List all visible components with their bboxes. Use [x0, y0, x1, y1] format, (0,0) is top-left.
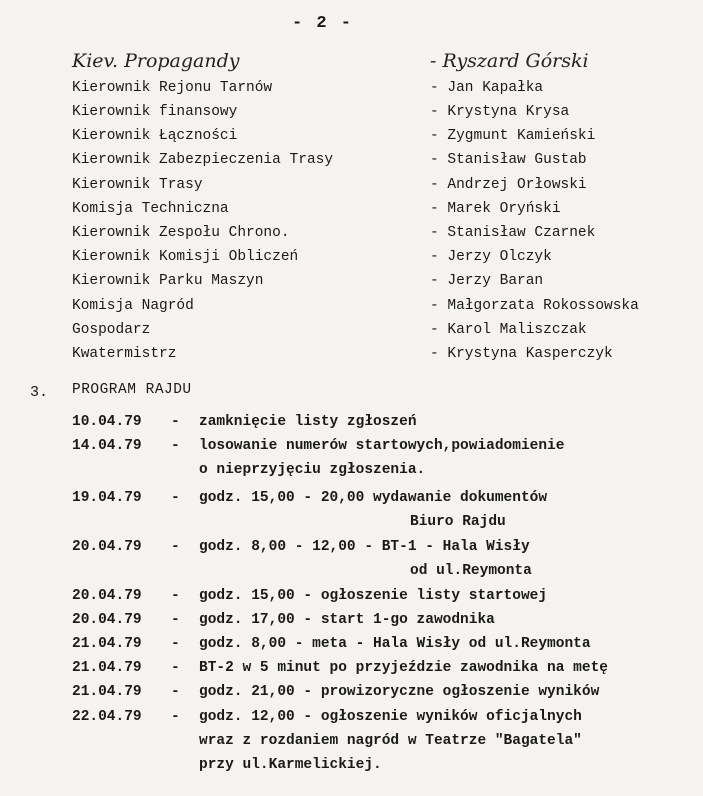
program-date: 20.04.79: [72, 612, 142, 628]
staff-person: - Krystyna Krysa: [430, 104, 570, 120]
staff-role: Kierownik Trasy: [72, 177, 203, 193]
program-date: 20.04.79: [72, 588, 142, 604]
program-desc: godz. 15,00 - 20,00 wydawanie dokumentów: [199, 490, 548, 506]
staff-role: Kierownik Zespołu Chrono.: [72, 225, 290, 241]
staff-row: [72, 273, 692, 295]
staff-person: - Zygmunt Kamieński: [430, 128, 596, 144]
staff-person: - Krystyna Kasperczyk: [430, 346, 613, 362]
program-date: 22.04.79: [72, 709, 142, 725]
staff-row: [72, 298, 692, 320]
staff-role: Komisja Nagród: [72, 298, 194, 314]
program-continuation: wraz z rozdaniem nagród w Teatrze "Bagatela": [199, 733, 582, 749]
program-dash: -: [171, 660, 180, 676]
program-desc: losowanie numerów startowych,powiadomienie: [199, 438, 565, 454]
program-date: 21.04.79: [72, 636, 142, 652]
program-dash: -: [171, 588, 180, 604]
staff-role: Kierownik Zabezpieczenia Trasy: [72, 152, 334, 168]
program-desc: godz. 17,00 - start 1-go zawodnika: [199, 612, 495, 628]
staff-role: Gospodarz: [72, 322, 151, 338]
program-continuation: o nieprzyjęciu zgłoszenia.: [199, 462, 426, 478]
program-date: 20.04.79: [72, 539, 142, 555]
staff-person: - Stanisław Czarnek: [430, 225, 596, 241]
program-desc: godz. 8,00 - 12,00 - BT-1 - Hala Wisły: [199, 539, 530, 555]
program-dash: -: [171, 539, 180, 555]
staff-person: - Stanisław Gustab: [430, 152, 587, 168]
program-dash: -: [171, 684, 180, 700]
staff-person: - Andrzej Orłowski: [430, 177, 587, 193]
staff-role: Kierownik Łączności: [72, 128, 238, 144]
program-desc: godz. 12,00 - ogłoszenie wyników oficjalnych: [199, 709, 582, 725]
staff-role: Kiev. Propagandy: [72, 50, 240, 72]
staff-role: Kierownik Komisji Obliczeń: [72, 249, 299, 265]
staff-role: Kierownik finansowy: [72, 104, 238, 120]
program-dash: -: [171, 438, 180, 454]
staff-row: [72, 225, 692, 247]
staff-person: - Jerzy Olczyk: [430, 249, 552, 265]
staff-row: [72, 249, 692, 271]
program-date: 10.04.79: [72, 414, 142, 430]
staff-role: Kierownik Parku Maszyn: [72, 273, 264, 289]
program-continuation: Biuro Rajdu: [410, 514, 506, 530]
program-dash: -: [171, 709, 180, 725]
program-desc: godz. 21,00 - prowizoryczne ogłoszenie wyników: [199, 684, 600, 700]
staff-row: [72, 128, 692, 150]
program-date: 14.04.79: [72, 438, 142, 454]
section-title: PROGRAM RAJDU: [72, 382, 192, 398]
program-date: 21.04.79: [72, 660, 142, 676]
staff-person: - Jerzy Baran: [430, 273, 544, 289]
program-desc: BT-2 w 5 minut po przyjeździe zawodnika na metę: [199, 660, 608, 676]
staff-row: [72, 346, 692, 368]
staff-person: - Ryszard Górski: [430, 50, 589, 72]
staff-row: [72, 201, 692, 223]
program-dash: -: [171, 612, 180, 628]
staff-row: [72, 177, 692, 199]
staff-person: - Małgorzata Rokossowska: [430, 298, 639, 314]
staff-role: Komisja Techniczna: [72, 201, 229, 217]
page-number: - 2 -: [292, 14, 354, 33]
staff-person: - Karol Maliszczak: [430, 322, 587, 338]
staff-row: [72, 322, 692, 344]
staff-role: Kierownik Rejonu Tarnów: [72, 80, 273, 96]
staff-person: - Marek Oryński: [430, 201, 561, 217]
program-desc: godz. 8,00 - meta - Hala Wisły od ul.Reymonta: [199, 636, 591, 652]
program-desc: zamknięcie listy zgłoszeń: [199, 414, 417, 430]
staff-row: [72, 104, 692, 126]
staff-row: [72, 80, 692, 102]
program-desc: godz. 15,00 - ogłoszenie listy startowej: [199, 588, 548, 604]
staff-role: Kwatermistrz: [72, 346, 177, 362]
staff-row: [72, 152, 692, 174]
program-date: 19.04.79: [72, 490, 142, 506]
section-number: 3.: [30, 384, 49, 401]
program-continuation: przy ul.Karmelickiej.: [199, 757, 382, 773]
program-dash: -: [171, 414, 180, 430]
staff-row: [72, 50, 692, 72]
program-dash: -: [171, 636, 180, 652]
program-dash: -: [171, 490, 180, 506]
staff-person: - Jan Kapałka: [430, 80, 544, 96]
program-continuation: od ul.Reymonta: [410, 563, 532, 579]
program-date: 21.04.79: [72, 684, 142, 700]
